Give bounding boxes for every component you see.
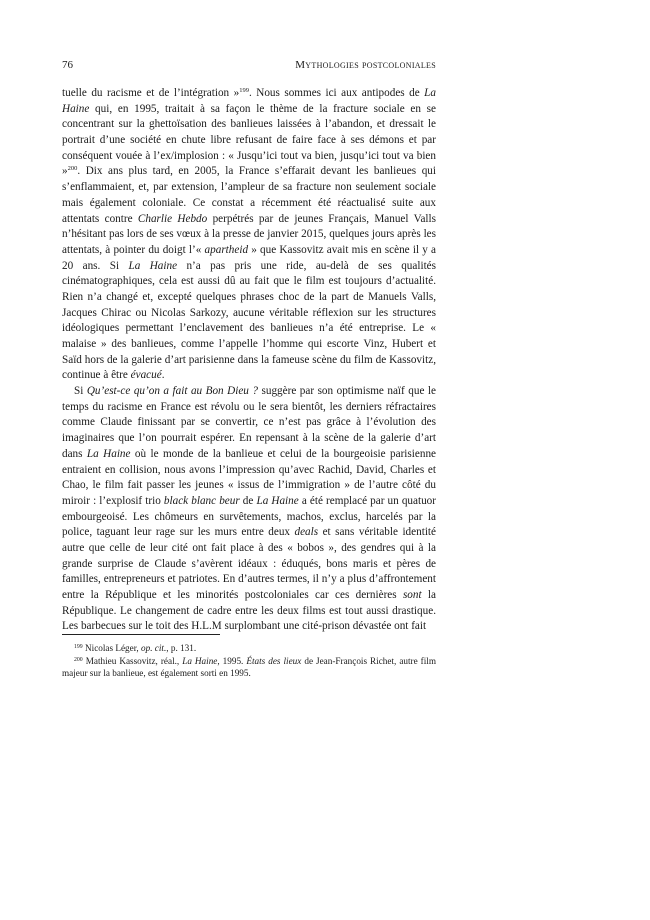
paragraph-2 [62, 384, 436, 635]
page-number: 76 [62, 59, 73, 71]
text-run: suggère par son optimisme naïf que le temps du racisme en France est révolu ou le sera bientôt, les derniers réfractaires comme Claude finissant par se convertir, ce n’est pas grâce à l’évolution des imaginaires que l’on pourrait espérer. En repensant à la scène de la galerie d’art dans [62, 385, 436, 460]
publication-title: Charlie Hebdo [137, 212, 208, 225]
footnotes [62, 642, 436, 680]
film-title: États des lieux [246, 655, 302, 666]
emphasis: sont [402, 589, 422, 601]
footnote-ref-199[interactable]: 199 [239, 87, 249, 94]
footnote-200 [62, 655, 436, 680]
text-run: tuelle du racisme et de l’intégration » [62, 87, 240, 99]
paragraph-1 [62, 86, 436, 384]
text-run: et sans véritable identité autre que celle de leur cité ont fait place à des « bobos », des gendres qui à la grande surprise de Claude s’avèrent idéaux : éduqués, bons maris et pères de familles, entrepreneurs et patriotes. En d’autres termes, il n’y a plus d’affrontement entre la République et les minorités postcoloniales car ces dernières [62, 526, 436, 601]
text-run: . Dix ans plus tard, en 2005, la France s’effarait devant les banlieues qui s’enflammaient, et, par extension, l’ampleur de sa fracture non seulement sociale mais également coloniale. Ce constat a récemment été réactualisé suite aux attentats contre [62, 165, 436, 225]
film-title: La Haine [256, 494, 299, 507]
text-run: , p. 131. [166, 643, 197, 653]
emphasis: apartheid [204, 243, 249, 256]
text-run: . [161, 369, 165, 382]
footnote-number: 200 [74, 656, 83, 663]
film-title: La Haine [62, 87, 436, 115]
text-run: , 1995. [217, 655, 247, 666]
book-page [62, 58, 436, 635]
film-title: La Haine [128, 259, 178, 272]
text-run: qui, en 1995, traitait à sa façon le thème de la fracture sociale en se concentrant sur la ghettoïsation des banlieues laissées à l’abandon, et dressait le portrait d’une société en chute libre refusant de faire face à ses démons et par conséquent vouée à l’ex/implosion : « Jusqu’ici tout va bien, jusqu’ici tout va bien » [62, 102, 436, 178]
footnote-199 [62, 642, 436, 655]
footnote-ref-200[interactable]: 200 [67, 165, 78, 173]
film-title: La Haine [182, 655, 218, 666]
emphasis: black blanc beur [163, 494, 240, 507]
text-run: où le monde de la banlieue et celui de la bourgeoisie parisienne entraient en collision, nous avons l’impression qu’avec Rachid, David, Charles et Chao, le film fait passer les jeunes « issus de l’immigration » de l’autre côté du miroir : l’explosif trio [62, 447, 436, 507]
text-run: » que Kassovitz avait mis en scène il y a 20 ans. Si [62, 243, 437, 272]
text-run: de [239, 494, 257, 507]
emphasis: deals [294, 526, 319, 539]
text-run: . Nous sommes ici aux antipodes de [248, 87, 425, 99]
footnote-divider [62, 634, 220, 635]
text-run: Si [74, 385, 87, 398]
page-header [62, 58, 436, 72]
emphasis: op. cit. [141, 643, 167, 653]
text-run: de Jean-François Richet, autre film majeur sur la banlieue, est également sorti en 1995. [62, 655, 436, 679]
emphasis: évacué [130, 369, 162, 382]
running-title: Mythologies postcoloniales [295, 59, 436, 71]
text-run: la République. Le changement de cadre entre les deux films est tout aussi drastique. Les barbecues sur le toit des H.L.M surplombant une cité-prison dévastée ont fait [62, 589, 437, 633]
film-title: Qu’est-ce qu’on a fait au Bon Dieu ? [86, 385, 258, 398]
footnote-number: 199 [74, 644, 83, 650]
text-run: Nicolas Léger, [85, 643, 142, 653]
body-text [62, 86, 436, 635]
film-title: La Haine [86, 447, 131, 460]
text-run: n’a pas pris une ride, au-delà de ses qualités cinématographiques, cela est aussi dû au fait que le film est toujours d’actualité. Rien n’a changé et, excepté quelques phrases choc de la part de Manuels Valls, Jacques Chirac ou Nicolas Sarkozy, aucune véritable réflexion sur les structures idéologiques permettant l’enclavement des banlieues n’a été entreprise. Le « malaise » des banlieues, comme l’appelle l’homme qui escorte Vinz, Hubert et Saïd hors de la galerie d’art parisienne dans la fameuse scène du film de Kassovitz, continue à être [62, 259, 437, 382]
text-run: a été remplacé par un quatuor embourgeoisé. Les chômeurs en survêtements, machos, exclus, harcelés par la police, taguant leur rage sur les murs entre deux [62, 494, 436, 539]
text-run: perpétrés par de jeunes Français, Manuel Valls n’hésitant pas lors de ses vœux à la presse de janvier 2015, quelques jours après les attentats, à pointer du doigt l’« [62, 212, 436, 256]
text-run: Mathieu Kassovitz, réal., [85, 655, 183, 666]
